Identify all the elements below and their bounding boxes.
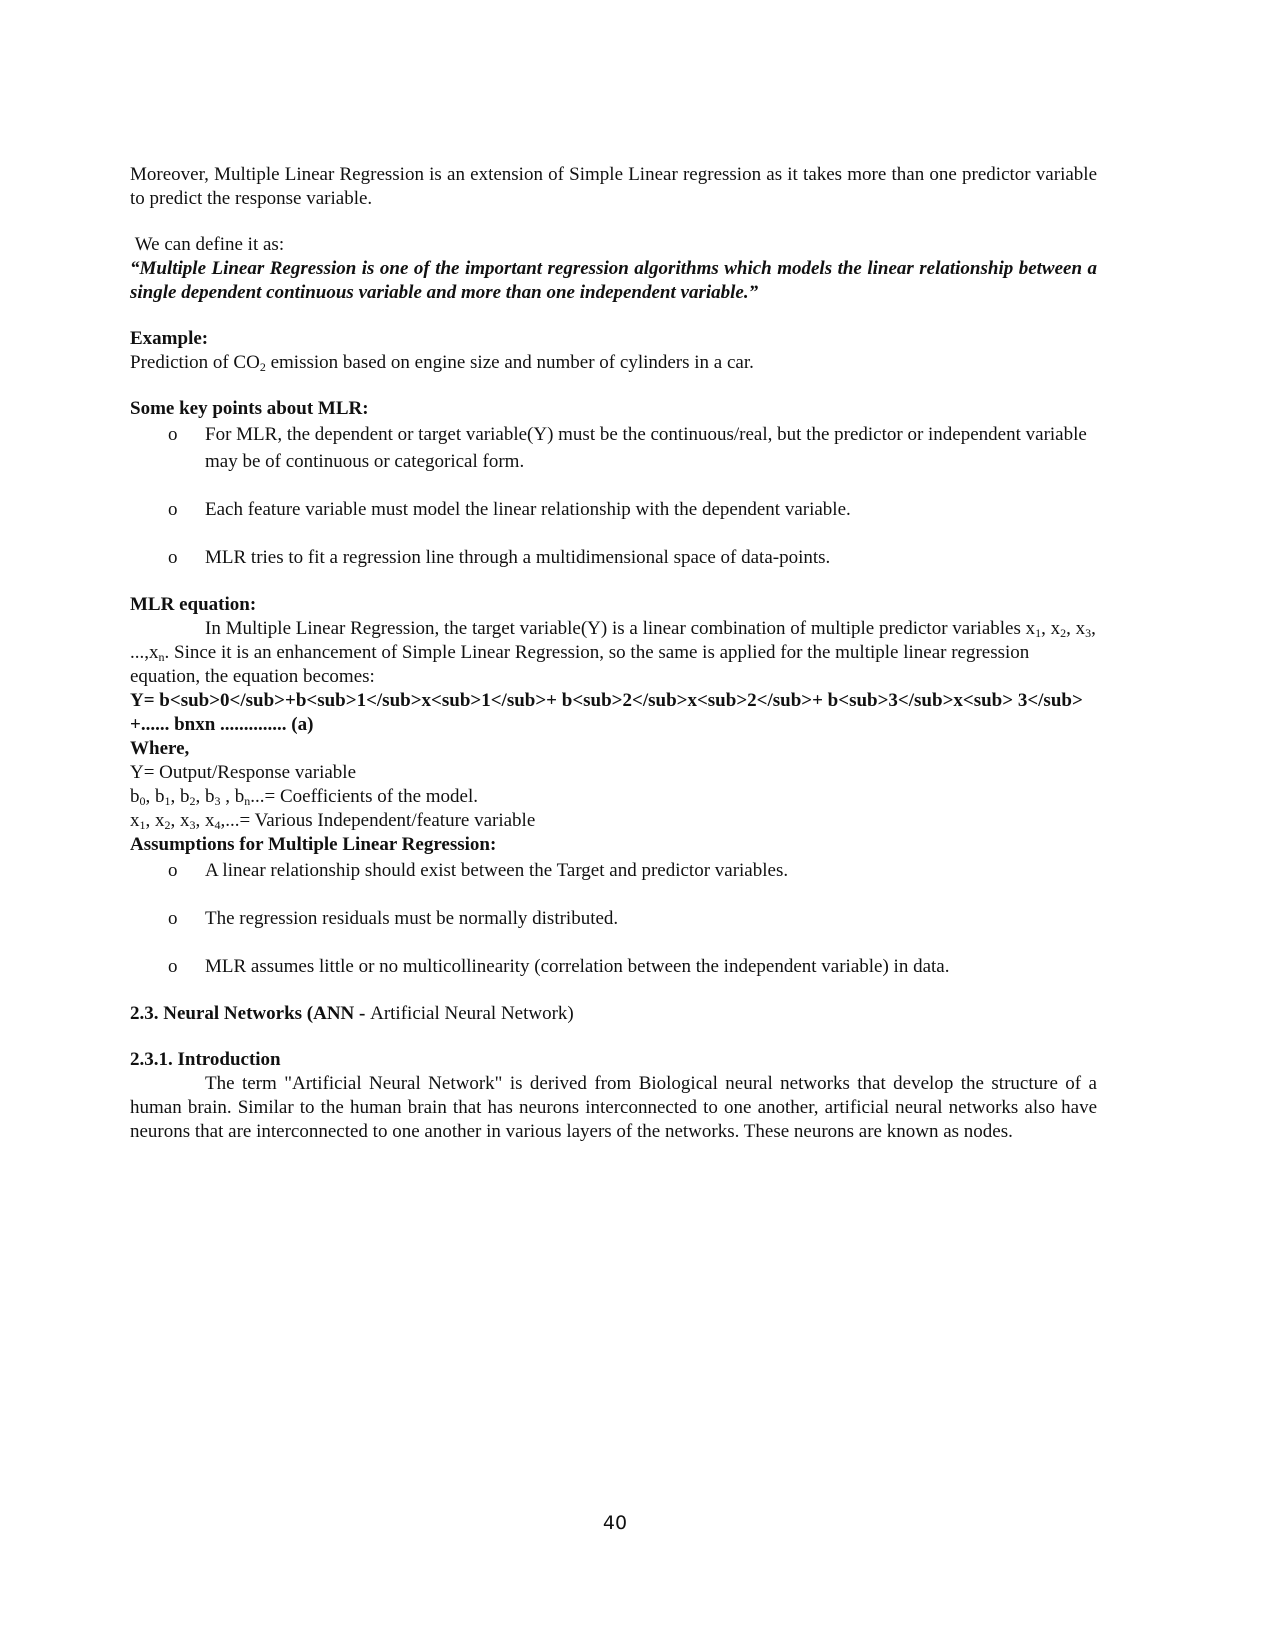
co2-subscript: 2 [259,360,266,374]
sep: , x [1041,618,1061,639]
x-subscript: 3 [189,818,196,832]
where-heading: Where, [130,738,190,759]
section-2-3-normal: Artificial Neural Network) [370,1003,574,1024]
example-text-a: Prediction of CO [130,352,260,373]
section-2-3-heading [130,1002,1097,1026]
x-subscript: 4 [214,818,221,832]
section-2-3-bold: 2.3. Neural Networks (ANN - [130,1003,371,1024]
mlr-equation-intro [130,617,1097,689]
list-item-text: Each feature variable must model the linear relationship with the dependent variable. [205,499,851,520]
sep: , x [1066,618,1086,639]
intro-b: . Since it is an enhancement of Simple Linear Regression, so the same is applied for the multiple linear regression equation, the equation becomes: [130,642,1030,687]
b-text: ...= Coefficients of the model. [250,786,479,807]
bullet-marker: o [168,908,178,929]
list-item-text: A linear relationship should exist between the Target and predictor variables. [205,860,789,881]
list-item-text: The regression residuals must be normally distributed. [205,908,619,929]
ellipsis: , ...,x [130,618,1096,663]
mlr-equation-heading: MLR equation: [130,594,257,615]
where-x-line: $x_1$, $x_2$, $x_3$, $x_4,...=$ Various Independent/feature variable [130,810,536,832]
list-item [130,496,1097,523]
page-body [130,163,1097,1144]
x-subscript: n [158,650,165,664]
key-points-heading: Some key points about MLR: [130,398,369,419]
section-2-3-1-text: The term "Artificial Neural Network" is derived from Biological neural networks that develop the structure of a human brain. Similar to the human brain that has neurons interconnected to one another, artificial neural networks also have neurons that are interconnected to one another in various layers of the networks. These neurons are known as nodes. [130,1073,1097,1142]
x-subscript: 1 [1035,626,1042,640]
define-intro [130,233,1097,257]
bullet-marker: o [168,860,178,881]
bullet-marker: o [168,499,178,520]
list-item [130,544,1097,571]
intro-paragraph: Moreover, Multiple Linear Regression is an extension of Simple Linear regression as it takes more than one predictor variable to predict the response variable. [130,164,1097,209]
b-subscript: n [244,794,251,808]
bullet-marker: o [168,424,178,445]
example-heading: Example: [130,328,209,349]
where-y-line: Y= Output/Response variable [130,762,357,783]
b-subscript: 2 [189,794,196,808]
x-subscript: 1 [139,818,146,832]
list-item-text: MLR assumes little or no multicollinearity (correlation between the independent variable) in data. [205,956,950,977]
assumptions-list [130,857,1097,980]
b-subscript: 1 [164,794,171,808]
key-points-list [130,421,1097,571]
example-text [130,351,1097,375]
list-item-text: For MLR, the dependent or target variable(Y) must be the continuous/real, but the predictor or independent variable may be of continuous or categorical form. [205,424,1087,472]
b-subscript: 0 [139,794,146,808]
list-item [130,905,1097,932]
x-subscript: 2 [1060,626,1067,640]
mlr-equation: Y= b<sub>0</sub>+b<sub>1</sub>x<sub>1</sub>+ b<sub>2</sub>x<sub>2</sub>+ b<sub>3</sub>x<sub> 3</sub>+...... bnxn .............. (a) [130,690,1083,735]
x-text: ,...= Various Independent/feature variable [220,810,536,831]
intro-a: In Multiple Linear Regression, the target variable(Y) is a linear combination of multiple predictor variables x [205,618,1036,639]
b-subscript: 3 [214,794,221,808]
x-subscript: 2 [164,818,171,832]
list-item [130,857,1097,884]
example-text-b: emission based on engine size and number of cylinders in a car. [265,352,754,373]
page-number: 40 [602,1512,628,1534]
section-2-3-1-heading: 2.3.1. Introduction [130,1049,281,1070]
list-item-text: MLR tries to fit a regression line through a multidimensional space of data-points. [205,547,831,568]
list-item [130,421,1097,475]
assumptions-heading: Assumptions for Multiple Linear Regression: [130,834,497,855]
bullet-marker: o [168,547,178,568]
mlr-definition: “Multiple Linear Regression is one of the important regression algorithms which models the linear relationship between a single dependent continuous variable and more than one independent variable.” [130,258,1097,303]
bullet-marker: o [168,956,178,977]
define-intro-text: We can define it as: [134,234,285,255]
list-item [130,953,1097,980]
x-subscript: 3 [1085,626,1092,640]
where-b-line: $b_0$, $b_1$, $b_2$, $b_3$ , $b_n...=$ Coefficients of the model. [130,786,479,808]
